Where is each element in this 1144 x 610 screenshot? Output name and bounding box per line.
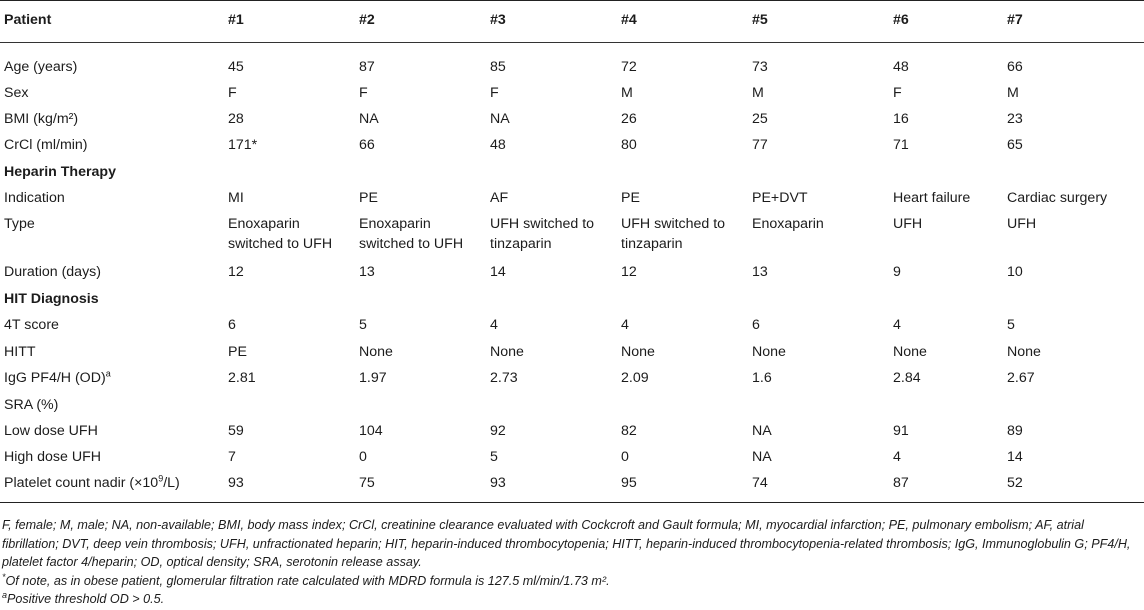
- cell: 65: [1007, 137, 1023, 153]
- row-label: Sex: [4, 85, 29, 101]
- cell: 2.09: [621, 370, 649, 386]
- cell: 6: [228, 317, 236, 333]
- cell: 75: [359, 475, 375, 491]
- cell: F: [228, 85, 237, 101]
- cell: 95: [621, 475, 637, 491]
- cell: 1.97: [359, 370, 387, 386]
- cell: 2.73: [490, 370, 518, 386]
- cell: None: [490, 344, 524, 360]
- cell: 89: [1007, 423, 1023, 439]
- header-p3: #3: [490, 12, 506, 28]
- cell: None: [621, 344, 655, 360]
- cell: 93: [490, 475, 506, 491]
- cell: 12: [228, 264, 244, 280]
- cell: 92: [490, 423, 506, 439]
- cell: 80: [621, 137, 637, 153]
- cell: 13: [752, 264, 768, 280]
- footnote-star-mark: *: [2, 571, 6, 582]
- cell: 77: [752, 137, 768, 153]
- cell: 2.84: [893, 370, 921, 386]
- header-p5: #5: [752, 12, 768, 28]
- section-heparin-therapy: [0, 162, 1144, 182]
- section-hit-diagnosis: [0, 289, 1144, 309]
- cell: 45: [228, 59, 244, 75]
- platelet-label-b: /L): [163, 475, 180, 491]
- cell: 25: [752, 111, 768, 127]
- cell: F: [490, 85, 499, 101]
- cell: 171*: [228, 137, 258, 153]
- cell: 6: [752, 317, 760, 333]
- cell: 71: [893, 137, 909, 153]
- cell: NA: [752, 449, 772, 465]
- cell: 0: [621, 449, 629, 465]
- cell: 104: [359, 423, 383, 439]
- header-row: [0, 10, 1144, 30]
- section-title: Heparin Therapy: [4, 164, 116, 180]
- row-label: BMI (kg/m²): [4, 111, 79, 127]
- cell: 13: [359, 264, 375, 280]
- cell: 87: [359, 59, 375, 75]
- cell: 10: [1007, 264, 1023, 280]
- cell: NA: [490, 111, 510, 127]
- cell: 74: [752, 475, 768, 491]
- row-age: [0, 57, 1144, 77]
- cell: 72: [621, 59, 637, 75]
- cell: PE+DVT: [752, 190, 808, 206]
- cell: 0: [359, 449, 367, 465]
- row-label: High dose UFH: [4, 449, 101, 465]
- cell: 14: [490, 264, 506, 280]
- footnote-abbreviations: F, female; M, male; NA, non-available; BMI, body mass index; CrCl, creatinine clearance evaluated with Cockcroft and Gault formula; MI, myocardial infarction; PE, pulmonary embolism; AF, atrial fibrillation; DVT, deep vein thrombosis; UFH, unfractionated heparin; HIT, heparin-induced thrombocytopenia; HITT, heparin-induced thrombocytopenia-related thrombosis; IgG, Immunoglobulin G; PF4/H, platelet factor 4/heparin; OD, optical density; SRA, serotonin release assay.: [2, 518, 1131, 569]
- cell: UFH switched to tinzaparin: [490, 216, 595, 252]
- row-sra: [0, 395, 1144, 415]
- cell: 91: [893, 423, 909, 439]
- platelet-label-a: Platelet count nadir (×10: [4, 475, 159, 491]
- cell: 4: [621, 317, 629, 333]
- cell: F: [893, 85, 902, 101]
- row-label: HITT: [4, 344, 36, 360]
- cell: 4: [490, 317, 498, 333]
- row-hitt: [0, 342, 1144, 362]
- header-p4: #4: [621, 12, 637, 28]
- cell: PE: [359, 190, 378, 206]
- cell: 4: [893, 449, 901, 465]
- cell: 52: [1007, 475, 1023, 491]
- cell: None: [893, 344, 927, 360]
- cell: Heart failure: [893, 190, 971, 206]
- cell: 2.81: [228, 370, 256, 386]
- cell: 66: [359, 137, 375, 153]
- row-label: Low dose UFH: [4, 423, 98, 439]
- row-label: SRA (%): [4, 397, 59, 413]
- cell: None: [1007, 344, 1041, 360]
- section-title: HIT Diagnosis: [4, 291, 99, 307]
- cell: 2.67: [1007, 370, 1035, 386]
- header-p1: #1: [228, 12, 244, 28]
- row-bmi: [0, 109, 1144, 129]
- cell: 26: [621, 111, 637, 127]
- cell: 87: [893, 475, 909, 491]
- cell: 5: [1007, 317, 1015, 333]
- cell: UFH: [893, 216, 923, 232]
- row-indication: [0, 188, 1144, 208]
- row-label: CrCl (ml/min): [4, 137, 88, 153]
- header-p6: #6: [893, 12, 909, 28]
- cell: None: [752, 344, 786, 360]
- row-crcl: [0, 135, 1144, 155]
- cell: 16: [893, 111, 909, 127]
- cell: Enoxaparin: [752, 216, 824, 232]
- footnote-a: [0, 590, 1144, 609]
- cell: AF: [490, 190, 509, 206]
- table-footnotes: [0, 516, 1144, 609]
- header-p2: #2: [359, 12, 375, 28]
- footnote-star: [0, 572, 1144, 591]
- cell: 5: [490, 449, 498, 465]
- cell: 82: [621, 423, 637, 439]
- platelet-label-exp: 9: [158, 473, 164, 484]
- cell: UFH switched to tinzaparin: [621, 216, 726, 252]
- row-label: Type: [4, 216, 35, 232]
- footnote-a-marker: a: [105, 368, 111, 379]
- row-sex: [0, 83, 1144, 103]
- cell: 85: [490, 59, 506, 75]
- row-type: [0, 214, 1144, 254]
- cell: 7: [228, 449, 236, 465]
- cell: 48: [490, 137, 506, 153]
- row-low-dose-ufh: [0, 421, 1144, 441]
- igg-label-text: IgG PF4/H (OD): [4, 370, 106, 386]
- header-rule: [0, 42, 1144, 43]
- cell: M: [621, 85, 633, 101]
- row-label: 4T score: [4, 317, 59, 333]
- row-platelet-nadir: [0, 473, 1144, 493]
- cell: 1.6: [752, 370, 772, 386]
- row-4t-score: [0, 315, 1144, 335]
- table-bottom-rule: [0, 502, 1144, 503]
- cell: UFH: [1007, 216, 1037, 232]
- cell: 48: [893, 59, 909, 75]
- cell: 93: [228, 475, 244, 491]
- cell: 23: [1007, 111, 1023, 127]
- row-label: Duration (days): [4, 264, 101, 280]
- cell: Cardiac surgery: [1007, 190, 1108, 206]
- row-label: Indication: [4, 190, 65, 206]
- cell: PE: [621, 190, 640, 206]
- cell: 9: [893, 264, 901, 280]
- row-label: Age (years): [4, 59, 78, 75]
- cell: 14: [1007, 449, 1023, 465]
- cell: 66: [1007, 59, 1023, 75]
- cell: NA: [359, 111, 379, 127]
- table-top-rule: [0, 0, 1144, 1]
- cell: 59: [228, 423, 244, 439]
- cell: Enoxaparin switched to UFH: [228, 216, 333, 252]
- cell: M: [752, 85, 764, 101]
- cell: Enoxaparin switched to UFH: [359, 216, 464, 252]
- footnote-a-mark: a: [2, 589, 8, 600]
- cell: PE: [228, 344, 247, 360]
- row-igg: [0, 368, 1144, 388]
- cell: M: [1007, 85, 1019, 101]
- row-high-dose-ufh: [0, 447, 1144, 467]
- row-duration: [0, 262, 1144, 282]
- cell: 12: [621, 264, 637, 280]
- footnote-star-text: Of note, as in obese patient, glomerular filtration rate calculated with MDRD formula is 127.5 ml/min/1.73 m².: [5, 573, 610, 588]
- header-p7: #7: [1007, 12, 1023, 28]
- footnote-a-text: Positive threshold OD > 0.5.: [7, 592, 165, 606]
- cell: 28: [228, 111, 244, 127]
- cell: 4: [893, 317, 901, 333]
- header-patient: Patient: [4, 12, 52, 28]
- cell: NA: [752, 423, 772, 439]
- cell: None: [359, 344, 393, 360]
- cell: F: [359, 85, 368, 101]
- cell: MI: [228, 190, 244, 206]
- row-label: [4, 473, 180, 493]
- cell: 73: [752, 59, 768, 75]
- row-label: [4, 368, 111, 388]
- cell: 5: [359, 317, 367, 333]
